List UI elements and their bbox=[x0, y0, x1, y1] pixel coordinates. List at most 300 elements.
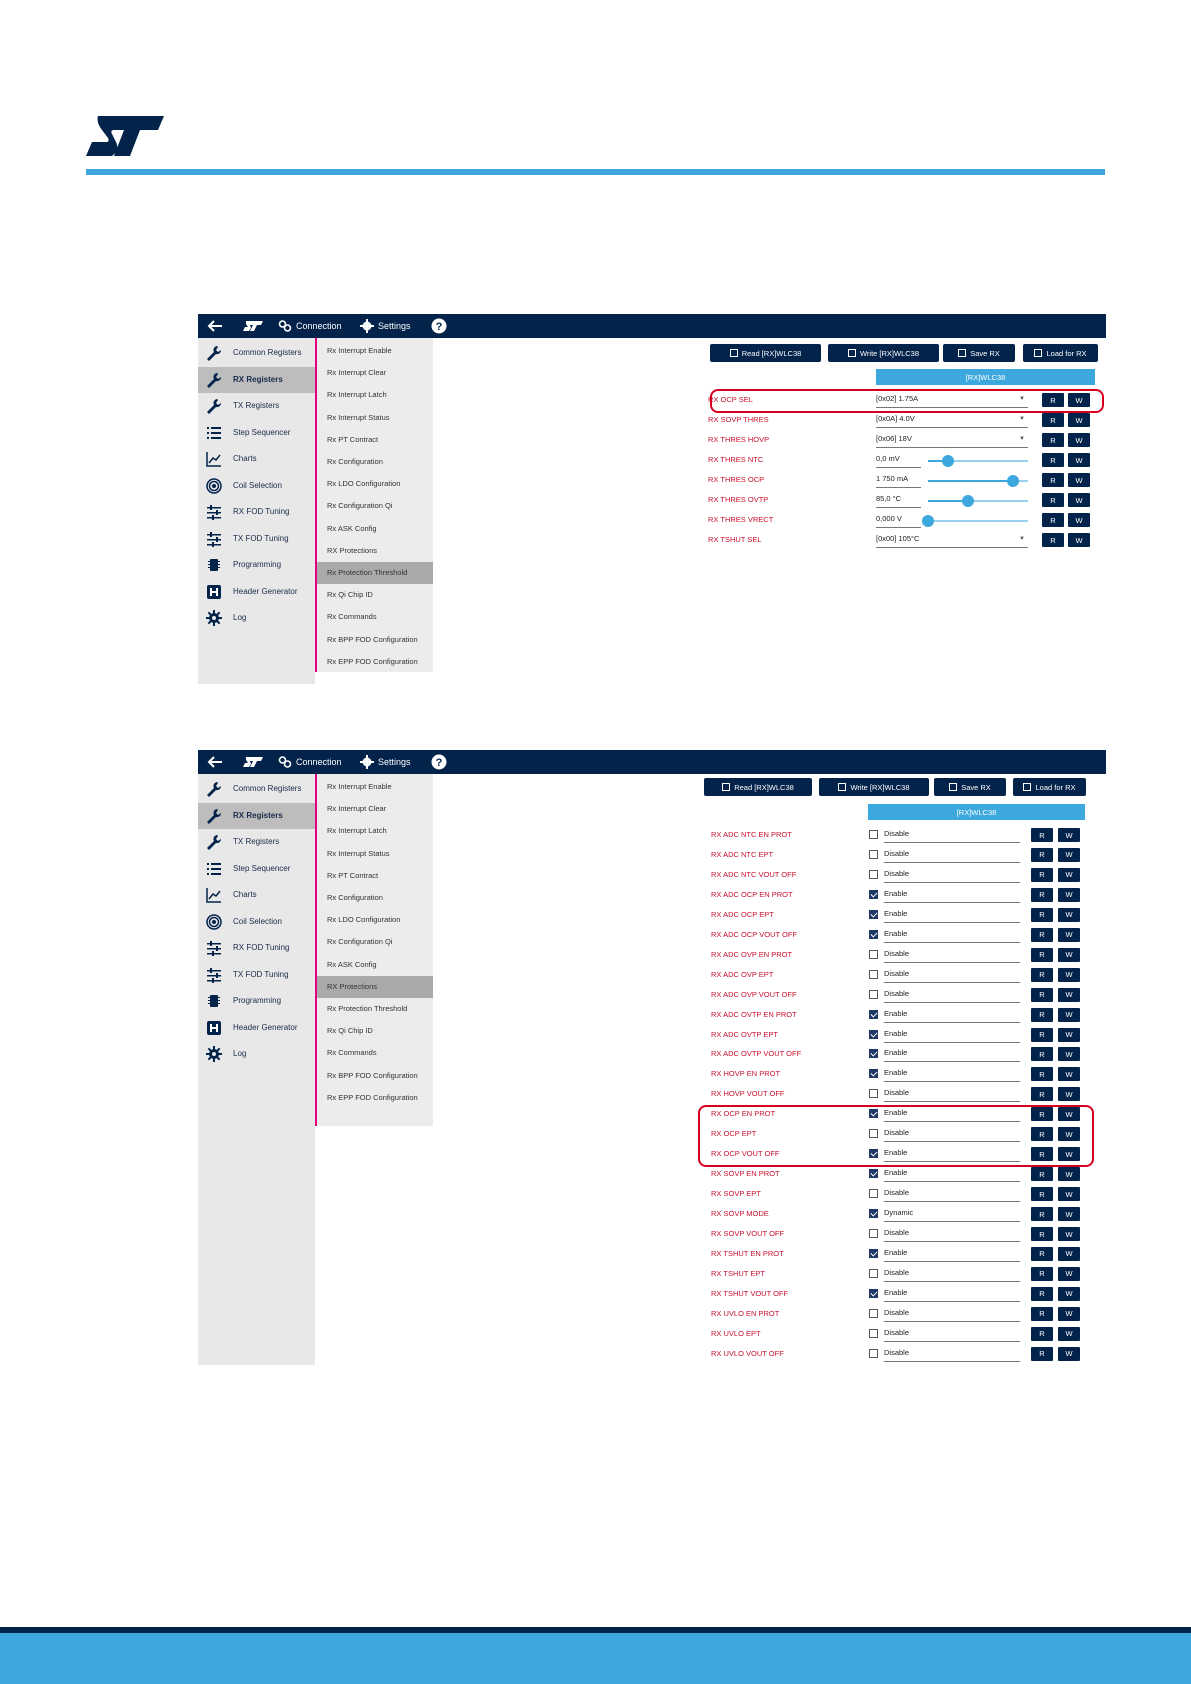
write-register-button[interactable]: W bbox=[1058, 1287, 1080, 1301]
read-register-button[interactable]: R bbox=[1042, 533, 1064, 547]
write-register-button[interactable]: W bbox=[1058, 1327, 1080, 1341]
register-name: RX OCP EPT bbox=[711, 1129, 757, 1139]
register-checkbox[interactable] bbox=[869, 1189, 878, 1198]
write-register-button[interactable]: W bbox=[1068, 533, 1090, 547]
register-row bbox=[198, 1204, 1106, 1224]
wrench-icon bbox=[206, 781, 222, 797]
read-register-button[interactable]: R bbox=[1031, 968, 1053, 982]
sidebar-item-rx-registers[interactable] bbox=[198, 367, 315, 393]
register-value-select[interactable] bbox=[876, 534, 1028, 548]
chip-icon bbox=[838, 783, 846, 791]
register-row bbox=[198, 1184, 1106, 1204]
submenu-item-label: Rx Interrupt Clear bbox=[327, 804, 387, 814]
read-register-button[interactable]: R bbox=[1031, 828, 1053, 842]
write-button[interactable] bbox=[819, 778, 929, 796]
register-row bbox=[198, 925, 1106, 945]
submenu-item-rx-qi-chip-id[interactable] bbox=[317, 584, 433, 606]
write-register-button[interactable]: W bbox=[1058, 1247, 1080, 1261]
read-register-button[interactable]: R bbox=[1031, 908, 1053, 922]
register-name: RX ADC NTC EPT bbox=[711, 849, 774, 859]
register-value-text: [0x06] 18V bbox=[876, 434, 912, 443]
register-value: Disable bbox=[884, 1348, 1020, 1362]
read-register-button[interactable]: R bbox=[1031, 1207, 1053, 1221]
read-register-button[interactable]: R bbox=[1031, 1167, 1053, 1181]
write-register-button[interactable]: W bbox=[1058, 968, 1080, 982]
read-register-button[interactable]: R bbox=[1031, 1327, 1053, 1341]
register-value: Disable bbox=[884, 869, 1020, 883]
register-checkbox[interactable] bbox=[869, 1169, 878, 1178]
register-name: RX TSHUT SEL bbox=[708, 535, 762, 544]
back-arrow-icon[interactable] bbox=[206, 750, 224, 774]
sidebar-item-label: TX Registers bbox=[233, 837, 280, 846]
read-register-button[interactable]: R bbox=[1031, 1087, 1053, 1101]
submenu-item-label: Rx Protection Threshold bbox=[327, 568, 408, 577]
submenu-item-label: Rx Commands bbox=[327, 612, 377, 622]
slider-handle[interactable] bbox=[1007, 475, 1019, 487]
save-button[interactable] bbox=[934, 778, 1006, 796]
register-name: RX ADC OVP EN PROT bbox=[711, 949, 793, 959]
read-register-button[interactable]: R bbox=[1042, 473, 1064, 487]
write-register-button[interactable]: W bbox=[1058, 888, 1080, 902]
register-name: RX ADC NTC VOUT OFF bbox=[711, 869, 797, 879]
register-checkbox[interactable] bbox=[869, 850, 878, 859]
submenu-item-label: Rx Qi Chip ID bbox=[327, 590, 373, 600]
save-icon bbox=[958, 349, 966, 357]
settings-menu[interactable] bbox=[360, 750, 411, 774]
register-name: RX SOVP EN PROT bbox=[711, 1169, 780, 1179]
submenu-item-label: Rx Interrupt Status bbox=[327, 848, 390, 858]
load-button[interactable] bbox=[1013, 778, 1086, 796]
settings-menu[interactable] bbox=[360, 314, 411, 338]
register-checkbox[interactable] bbox=[869, 1069, 878, 1078]
write-register-button[interactable]: W bbox=[1058, 848, 1080, 862]
submenu-item-label: Rx Commands bbox=[327, 1048, 377, 1058]
register-name: RX HOVP VOUT OFF bbox=[711, 1089, 785, 1099]
register-row bbox=[198, 427, 1106, 450]
read-register-button[interactable]: R bbox=[1031, 1008, 1053, 1022]
sidebar-item-label: Coil Selection bbox=[233, 916, 282, 926]
register-name: RX ADC OVTP EN PROT bbox=[711, 1009, 797, 1019]
register-checkbox[interactable] bbox=[869, 1209, 878, 1218]
st-logo bbox=[84, 112, 168, 162]
register-row bbox=[198, 510, 1106, 530]
read-register-button[interactable]: R bbox=[1042, 453, 1064, 467]
gear-icon bbox=[360, 755, 374, 769]
register-name: RX SOVP EPT bbox=[711, 1189, 761, 1199]
register-value: Disable bbox=[884, 1228, 1020, 1242]
column-header: [RX]WLC38 bbox=[876, 369, 1095, 385]
write-register-button[interactable]: W bbox=[1058, 1087, 1080, 1101]
sidebar-item-label: Log bbox=[233, 613, 247, 622]
register-checkbox[interactable] bbox=[869, 1229, 878, 1238]
submenu-item-label: Rx Configuration Qi bbox=[327, 937, 393, 947]
register-row bbox=[198, 845, 1106, 865]
write-register-button[interactable]: W bbox=[1058, 1028, 1080, 1042]
slider-fill bbox=[928, 480, 1013, 482]
sidebar-item-log[interactable] bbox=[198, 605, 315, 631]
sidebar-item-programming[interactable] bbox=[198, 552, 315, 578]
register-name: RX UVLO EN PROT bbox=[711, 1308, 780, 1318]
read-register-button[interactable]: R bbox=[1031, 988, 1053, 1002]
register-value-select[interactable] bbox=[876, 434, 1028, 448]
register-checkbox[interactable] bbox=[869, 1329, 878, 1338]
register-row bbox=[198, 1084, 1106, 1104]
register-checkbox[interactable] bbox=[869, 1269, 878, 1278]
submenu-item-label: Rx PT Contract bbox=[327, 870, 379, 880]
link-icon bbox=[278, 755, 292, 769]
read-label: Read [RX]WLC38 bbox=[734, 782, 794, 792]
sidebar-item-label: Charts bbox=[233, 890, 257, 899]
register-name: RX THRES VRECT bbox=[708, 515, 774, 524]
write-register-button[interactable]: W bbox=[1058, 1307, 1080, 1321]
register-row bbox=[198, 1224, 1106, 1244]
register-row bbox=[198, 885, 1106, 905]
read-register-button[interactable]: R bbox=[1031, 1028, 1053, 1042]
register-value: Disable bbox=[884, 1268, 1020, 1282]
wrench-icon bbox=[206, 808, 222, 824]
register-row bbox=[198, 1344, 1106, 1364]
register-row bbox=[198, 530, 1106, 550]
register-value: Disable bbox=[884, 849, 1020, 863]
write-register-button[interactable]: W bbox=[1058, 1127, 1080, 1141]
register-value: Disable bbox=[884, 1188, 1020, 1202]
sidebar-item-label: Common Registers bbox=[233, 784, 302, 793]
register-value: Enable bbox=[884, 909, 1020, 923]
write-register-button[interactable]: W bbox=[1068, 513, 1090, 527]
write-register-button[interactable]: W bbox=[1058, 1227, 1080, 1241]
write-register-button[interactable]: W bbox=[1068, 433, 1090, 447]
register-value: Enable bbox=[884, 1068, 1020, 1082]
submenu-item-rx-protection-threshold[interactable] bbox=[317, 562, 433, 584]
submenu-item-label: Rx ASK Config bbox=[327, 959, 377, 969]
register-row bbox=[198, 1304, 1106, 1324]
write-register-button[interactable]: W bbox=[1058, 1008, 1080, 1022]
sidebar-item-label: RX FOD Tuning bbox=[233, 507, 290, 516]
submenu-item-label: RX Protections bbox=[327, 981, 378, 991]
register-checkbox[interactable] bbox=[869, 910, 878, 919]
write-label: Write [RX]WLC38 bbox=[859, 348, 920, 358]
register-name: RX ADC OVP VOUT OFF bbox=[711, 989, 797, 999]
read-button[interactable] bbox=[710, 344, 821, 362]
read-register-button[interactable]: R bbox=[1031, 1347, 1053, 1361]
sidebar-item-label: Header Generator bbox=[233, 586, 298, 596]
register-name: RX TSHUT EPT bbox=[711, 1268, 765, 1278]
load-label: Load for RX bbox=[1035, 782, 1076, 792]
register-row bbox=[198, 905, 1106, 925]
register-value: Enable bbox=[884, 1248, 1020, 1262]
read-register-button[interactable]: R bbox=[1031, 888, 1053, 902]
register-value-input[interactable]: 0,000 V bbox=[876, 514, 921, 528]
chevron-down-icon: ▼ bbox=[1019, 416, 1025, 422]
read-register-button[interactable]: R bbox=[1031, 1287, 1053, 1301]
register-value: Enable bbox=[884, 1168, 1020, 1182]
register-checkbox[interactable] bbox=[869, 1309, 878, 1318]
read-register-button[interactable]: R bbox=[1031, 848, 1053, 862]
value-slider[interactable] bbox=[928, 460, 1028, 462]
register-value-input[interactable]: 0,0 mV bbox=[876, 454, 921, 468]
submenu-item-label: Rx EPP FOD Configuration bbox=[327, 1092, 418, 1102]
folder-icon bbox=[1034, 349, 1042, 357]
write-register-button[interactable]: W bbox=[1058, 908, 1080, 922]
read-register-button[interactable]: R bbox=[1031, 1067, 1053, 1081]
register-row bbox=[198, 965, 1106, 985]
write-register-button[interactable]: W bbox=[1058, 1107, 1080, 1121]
read-register-button[interactable]: R bbox=[1042, 433, 1064, 447]
register-value-input[interactable]: 1 750 mA bbox=[876, 474, 921, 488]
write-register-button[interactable]: W bbox=[1058, 1207, 1080, 1221]
settings-label: Settings bbox=[378, 757, 411, 767]
sidebar-item-label: TX FOD Tuning bbox=[233, 533, 289, 543]
load-button[interactable] bbox=[1023, 344, 1098, 362]
write-register-button[interactable]: W bbox=[1058, 1187, 1080, 1201]
register-value-text: [0x0A] 4.0V bbox=[876, 414, 915, 423]
sidebar-item-common-registers[interactable] bbox=[198, 340, 315, 366]
sidebar-item-label: Programming bbox=[233, 996, 282, 1005]
register-name: RX ADC OCP EPT bbox=[711, 909, 774, 919]
submenu-item-rx-epp-fod-configuration[interactable] bbox=[317, 651, 433, 673]
sidebar-item-label: TX FOD Tuning bbox=[233, 969, 289, 979]
read-register-button[interactable]: R bbox=[1031, 1127, 1053, 1141]
register-checkbox[interactable] bbox=[869, 1289, 878, 1298]
register-name: RX OCP SEL bbox=[708, 395, 753, 404]
write-register-button[interactable]: W bbox=[1058, 1267, 1080, 1281]
book-icon bbox=[730, 349, 738, 357]
chevron-down-icon: ▼ bbox=[1019, 396, 1025, 402]
register-value-input[interactable]: 85,0 °C bbox=[876, 494, 921, 508]
register-value: Disable bbox=[884, 949, 1020, 963]
submenu-item-label: Rx ASK Config bbox=[327, 523, 377, 533]
submenu-item-label: Rx Qi Chip ID bbox=[327, 1026, 373, 1036]
read-register-button[interactable]: R bbox=[1031, 1107, 1053, 1121]
help-icon[interactable] bbox=[431, 314, 447, 338]
register-row bbox=[198, 1164, 1106, 1184]
connection-menu[interactable] bbox=[278, 750, 342, 774]
sidebar-item-label: RX Registers bbox=[233, 374, 283, 384]
write-register-button[interactable]: W bbox=[1058, 1067, 1080, 1081]
submenu-item-label: Rx Interrupt Enable bbox=[327, 782, 392, 791]
page-footer bbox=[0, 1633, 1191, 1684]
read-register-button[interactable]: R bbox=[1031, 928, 1053, 942]
st-app-logo bbox=[242, 314, 264, 338]
submenu-item-label: Rx LDO Configuration bbox=[327, 479, 401, 489]
sidebar-item-label: Charts bbox=[233, 454, 257, 463]
submenu-item-rx-interrupt-clear[interactable] bbox=[317, 798, 433, 820]
column-header: [RX]WLC38 bbox=[868, 804, 1085, 820]
save-button[interactable] bbox=[943, 344, 1015, 362]
register-row bbox=[198, 1064, 1106, 1084]
submenu-item-rx-commands[interactable] bbox=[317, 606, 433, 628]
gear-icon bbox=[360, 319, 374, 333]
register-name: RX TSHUT VOUT OFF bbox=[711, 1288, 789, 1298]
register-row bbox=[198, 490, 1106, 510]
register-checkbox[interactable] bbox=[869, 870, 878, 879]
folder-icon bbox=[1023, 783, 1031, 791]
read-register-button[interactable]: R bbox=[1031, 1267, 1053, 1281]
write-register-button[interactable]: W bbox=[1068, 473, 1090, 487]
app-topbar bbox=[198, 314, 1106, 338]
register-value: Dynamic bbox=[884, 1208, 1020, 1222]
read-register-button[interactable]: R bbox=[1031, 1187, 1053, 1201]
register-checkbox[interactable] bbox=[869, 1010, 878, 1019]
value-slider[interactable] bbox=[928, 480, 1028, 482]
register-row bbox=[198, 470, 1106, 490]
wrench-icon bbox=[206, 345, 222, 361]
submenu-item-rx-bpp-fod-configuration[interactable] bbox=[317, 629, 433, 651]
read-register-button[interactable]: R bbox=[1031, 1147, 1053, 1161]
register-checkbox[interactable] bbox=[869, 1030, 878, 1039]
sidebar-item-label: RX Registers bbox=[233, 810, 283, 820]
read-register-button[interactable]: R bbox=[1031, 868, 1053, 882]
submenu-item-label: Rx Configuration Qi bbox=[327, 501, 393, 511]
register-name: RX SOVP MODE bbox=[711, 1209, 769, 1219]
write-button[interactable] bbox=[828, 344, 939, 362]
register-row bbox=[198, 865, 1106, 885]
submenu-item-rx-interrupt-enable[interactable] bbox=[317, 776, 433, 798]
register-checkbox[interactable] bbox=[869, 1249, 878, 1258]
register-checkbox[interactable] bbox=[869, 970, 878, 979]
write-register-button[interactable]: W bbox=[1058, 828, 1080, 842]
write-register-button[interactable]: W bbox=[1058, 928, 1080, 942]
register-checkbox[interactable] bbox=[869, 1089, 878, 1098]
write-register-button[interactable]: W bbox=[1068, 493, 1090, 507]
register-value: Disable bbox=[884, 969, 1020, 983]
write-register-button[interactable]: W bbox=[1058, 988, 1080, 1002]
register-name: RX ADC OVTP EPT bbox=[711, 1029, 778, 1039]
register-checkbox[interactable] bbox=[869, 930, 878, 939]
register-name: RX THRES NTC bbox=[708, 455, 764, 464]
read-register-button[interactable]: R bbox=[1042, 493, 1064, 507]
submenu-item-rx-interrupt-enable[interactable] bbox=[317, 340, 433, 362]
write-register-button[interactable]: W bbox=[1068, 453, 1090, 467]
sidebar-item-common-registers[interactable] bbox=[198, 776, 315, 802]
submenu-item-label: Rx Configuration bbox=[327, 457, 383, 466]
register-name: RX TSHUT EN PROT bbox=[711, 1248, 784, 1258]
register-checkbox[interactable] bbox=[869, 1049, 878, 1058]
register-value: Disable bbox=[884, 1308, 1020, 1322]
h-icon bbox=[206, 584, 222, 600]
highlight-box bbox=[710, 389, 1104, 413]
register-name: RX ADC NTC EN PROT bbox=[711, 830, 792, 839]
register-row bbox=[198, 945, 1106, 965]
read-register-button[interactable]: R bbox=[1031, 1047, 1053, 1061]
read-register-button[interactable]: R bbox=[1031, 1307, 1053, 1321]
register-checkbox[interactable] bbox=[869, 890, 878, 899]
register-name: RX ADC OCP VOUT OFF bbox=[711, 929, 797, 939]
sidebar-item-label: Common Registers bbox=[233, 348, 302, 357]
register-checkbox[interactable] bbox=[869, 1349, 878, 1358]
register-value: Disable bbox=[884, 829, 1020, 843]
write-register-button[interactable]: W bbox=[1058, 868, 1080, 882]
save-label: Save RX bbox=[961, 782, 991, 792]
sidebar-item-label: Header Generator bbox=[233, 1022, 298, 1032]
sidebar-item-label: Log bbox=[233, 1049, 247, 1058]
register-name: RX ADC OVTP VOUT OFF bbox=[711, 1049, 802, 1059]
help-icon[interactable] bbox=[431, 750, 447, 774]
sidebar-item-label: Step Sequencer bbox=[233, 863, 291, 873]
register-row bbox=[198, 410, 1106, 430]
write-register-button[interactable]: W bbox=[1068, 413, 1090, 427]
register-name: RX SOVP VOUT OFF bbox=[711, 1229, 785, 1238]
chip-icon bbox=[848, 349, 856, 357]
register-name: RX THRES HOVP bbox=[708, 435, 770, 444]
slider-handle[interactable] bbox=[922, 515, 934, 527]
register-row bbox=[198, 985, 1106, 1005]
register-row bbox=[198, 1022, 1106, 1045]
svg-text:?: ? bbox=[435, 321, 443, 333]
connection-label: Connection bbox=[296, 321, 342, 331]
read-register-button[interactable]: R bbox=[1031, 1227, 1053, 1241]
submenu-item-label: Rx EPP FOD Configuration bbox=[327, 656, 418, 666]
submenu-item-label: Rx Interrupt Enable bbox=[327, 346, 392, 355]
register-value: Enable bbox=[884, 889, 1020, 903]
read-register-button[interactable]: R bbox=[1031, 1247, 1053, 1261]
submenu-item-label: Rx BPP FOD Configuration bbox=[327, 634, 418, 644]
register-name: RX UVLO EPT bbox=[711, 1328, 761, 1338]
sidebar-item-header-generator[interactable] bbox=[198, 579, 315, 605]
value-slider[interactable] bbox=[928, 500, 1028, 502]
register-value: Enable bbox=[884, 1108, 1020, 1122]
register-name: RX THRES OCP bbox=[708, 475, 765, 484]
register-row bbox=[198, 1284, 1106, 1304]
link-icon bbox=[278, 319, 292, 333]
register-checkbox[interactable] bbox=[869, 990, 878, 999]
header-rule bbox=[86, 169, 1105, 175]
register-name: RX OCP VOUT OFF bbox=[711, 1149, 780, 1159]
register-value: Disable bbox=[884, 1128, 1020, 1142]
read-register-button[interactable]: R bbox=[1031, 948, 1053, 962]
read-register-button[interactable]: R bbox=[1042, 513, 1064, 527]
read-button[interactable] bbox=[704, 778, 812, 796]
read-register-button[interactable]: R bbox=[1042, 413, 1064, 427]
book-icon bbox=[722, 783, 730, 791]
screenshot-protections bbox=[198, 750, 1106, 1365]
connection-menu[interactable] bbox=[278, 314, 342, 338]
read-register-button[interactable]: R bbox=[1042, 393, 1064, 407]
register-row bbox=[198, 1244, 1106, 1264]
register-name: RX HOVP EN PROT bbox=[711, 1069, 781, 1079]
settings-label: Settings bbox=[378, 321, 411, 331]
write-register-button[interactable]: W bbox=[1068, 393, 1090, 407]
submenu-item-label: Rx Configuration bbox=[327, 893, 383, 902]
register-checkbox[interactable] bbox=[869, 830, 878, 839]
submenu-item-rx-interrupt-clear[interactable] bbox=[317, 362, 433, 384]
slider-handle[interactable] bbox=[962, 495, 974, 507]
write-register-button[interactable]: W bbox=[1058, 948, 1080, 962]
gear-icon bbox=[206, 610, 222, 626]
screenshot-protection-threshold bbox=[198, 314, 1106, 684]
wrench-icon bbox=[206, 372, 222, 388]
register-row bbox=[198, 450, 1106, 470]
write-register-button[interactable]: W bbox=[1058, 1347, 1080, 1361]
register-checkbox[interactable] bbox=[869, 950, 878, 959]
st-app-logo bbox=[242, 750, 264, 774]
slider-handle[interactable] bbox=[942, 455, 954, 467]
submenu-item-label: Rx Interrupt Status bbox=[327, 412, 390, 422]
submenu-item-label: RX Protections bbox=[327, 545, 378, 555]
highlight-box bbox=[698, 1105, 1094, 1167]
value-slider[interactable] bbox=[928, 520, 1028, 522]
register-name: RX UVLO VOUT OFF bbox=[711, 1348, 784, 1358]
write-register-button[interactable]: W bbox=[1058, 1047, 1080, 1061]
register-row bbox=[198, 825, 1106, 845]
write-register-button[interactable]: W bbox=[1058, 1147, 1080, 1161]
register-row bbox=[198, 1005, 1106, 1025]
register-value-select[interactable] bbox=[876, 414, 1028, 428]
sidebar-item-label: Programming bbox=[233, 560, 282, 569]
write-register-button[interactable]: W bbox=[1058, 1167, 1080, 1181]
back-arrow-icon[interactable] bbox=[206, 314, 224, 338]
register-row bbox=[198, 1324, 1106, 1344]
